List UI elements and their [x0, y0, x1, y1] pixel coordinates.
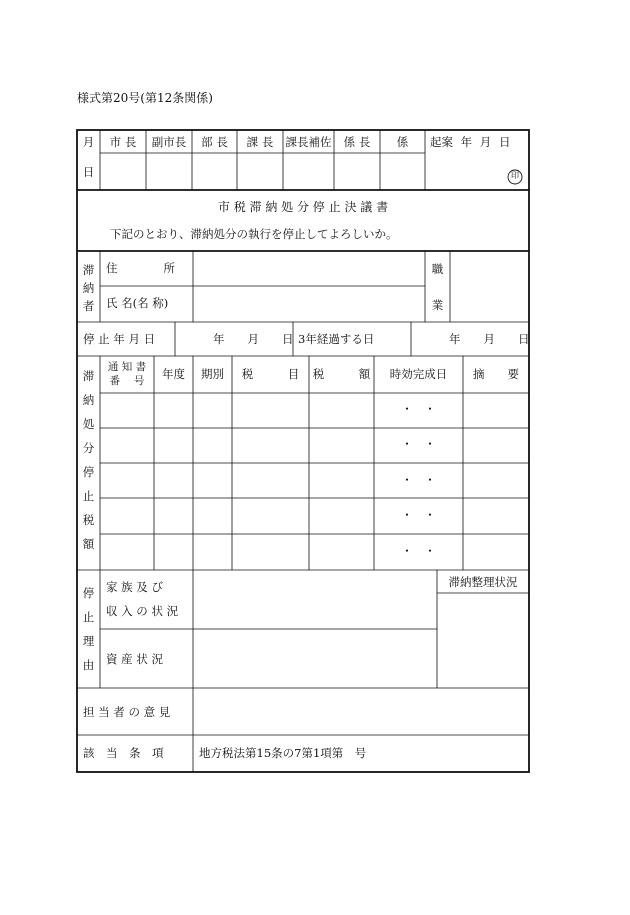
- header-fiscal-year: 年度: [162, 367, 185, 381]
- family-income-label-1: 家 族 及 び: [106, 580, 163, 594]
- header-remarks: 摘 要: [473, 367, 519, 381]
- table-row-date: ・ ・: [401, 544, 436, 558]
- assets-label: 資 産 状 況: [106, 652, 163, 666]
- occupation-label-2: 業: [431, 298, 444, 312]
- family-income-label-2: 収 入 の 状 況: [106, 604, 179, 618]
- role-deputy-mayor: 副市長: [151, 135, 187, 149]
- role-subsection-chief: 係 長: [343, 135, 371, 149]
- stop-date-label: 停 止 年 月 日: [83, 332, 156, 346]
- stop-date-value: 年 月 日: [213, 332, 294, 346]
- applicable-clause-value: 地方税法第15条の7第1項第 号: [199, 746, 367, 760]
- three-years-label: 3年経過する日: [298, 332, 375, 346]
- role-director: 部 長: [201, 135, 228, 149]
- role-mayor: 市 長: [109, 135, 137, 149]
- header-notice-line2: 番 号: [109, 375, 145, 387]
- role-staff: 係: [396, 135, 409, 149]
- table-row-date: ・ ・: [401, 473, 436, 487]
- header-period: 期別: [201, 367, 224, 381]
- amount-side-label: 滞 納 処 分 停 止 税 額: [82, 369, 95, 551]
- header-notice-line1: 通 知 書: [107, 361, 147, 373]
- document-subtitle: 下記のとおり、滞納処分の執行を停止してよろしいか。: [110, 227, 398, 241]
- approval-month-label: 月: [82, 135, 95, 149]
- address-label: 住 所: [106, 261, 175, 275]
- table-row-date: ・ ・: [401, 437, 436, 451]
- staff-opinion-label: 担 当 者 の 意 見: [83, 705, 171, 719]
- form-number-label: 様式第20号(第12条関係): [77, 91, 213, 105]
- document-title: 市 税 滞 納 処 分 停 止 決 議 書: [217, 200, 389, 214]
- header-tax-amount: 税 額: [312, 367, 371, 381]
- header-limitation-date: 時効完成日: [389, 367, 448, 381]
- header-tax-item: 税 目: [241, 367, 300, 381]
- table-row-date: ・ ・: [401, 508, 436, 522]
- draft-date-label: 起案 年 月 日: [430, 135, 511, 149]
- three-years-value: 年 月 日: [449, 332, 530, 346]
- name-label: 氏 名(名 称): [106, 296, 169, 310]
- table-row-date: ・ ・: [401, 402, 436, 416]
- reason-side-label: 停 止 理 由: [82, 586, 95, 672]
- occupation-label-1: 職: [431, 262, 444, 276]
- delinquent-side-label: 滞 納 者: [82, 263, 95, 313]
- seal-char: 印: [511, 171, 519, 180]
- approval-day-label: 日: [82, 165, 95, 179]
- role-section-chief: 課 長: [246, 135, 274, 149]
- collection-status-label: 滞納整理状況: [448, 575, 518, 589]
- role-assistant-chief: 課長補佐: [285, 135, 332, 149]
- applicable-clause-label: 該 当 条 項: [83, 746, 164, 760]
